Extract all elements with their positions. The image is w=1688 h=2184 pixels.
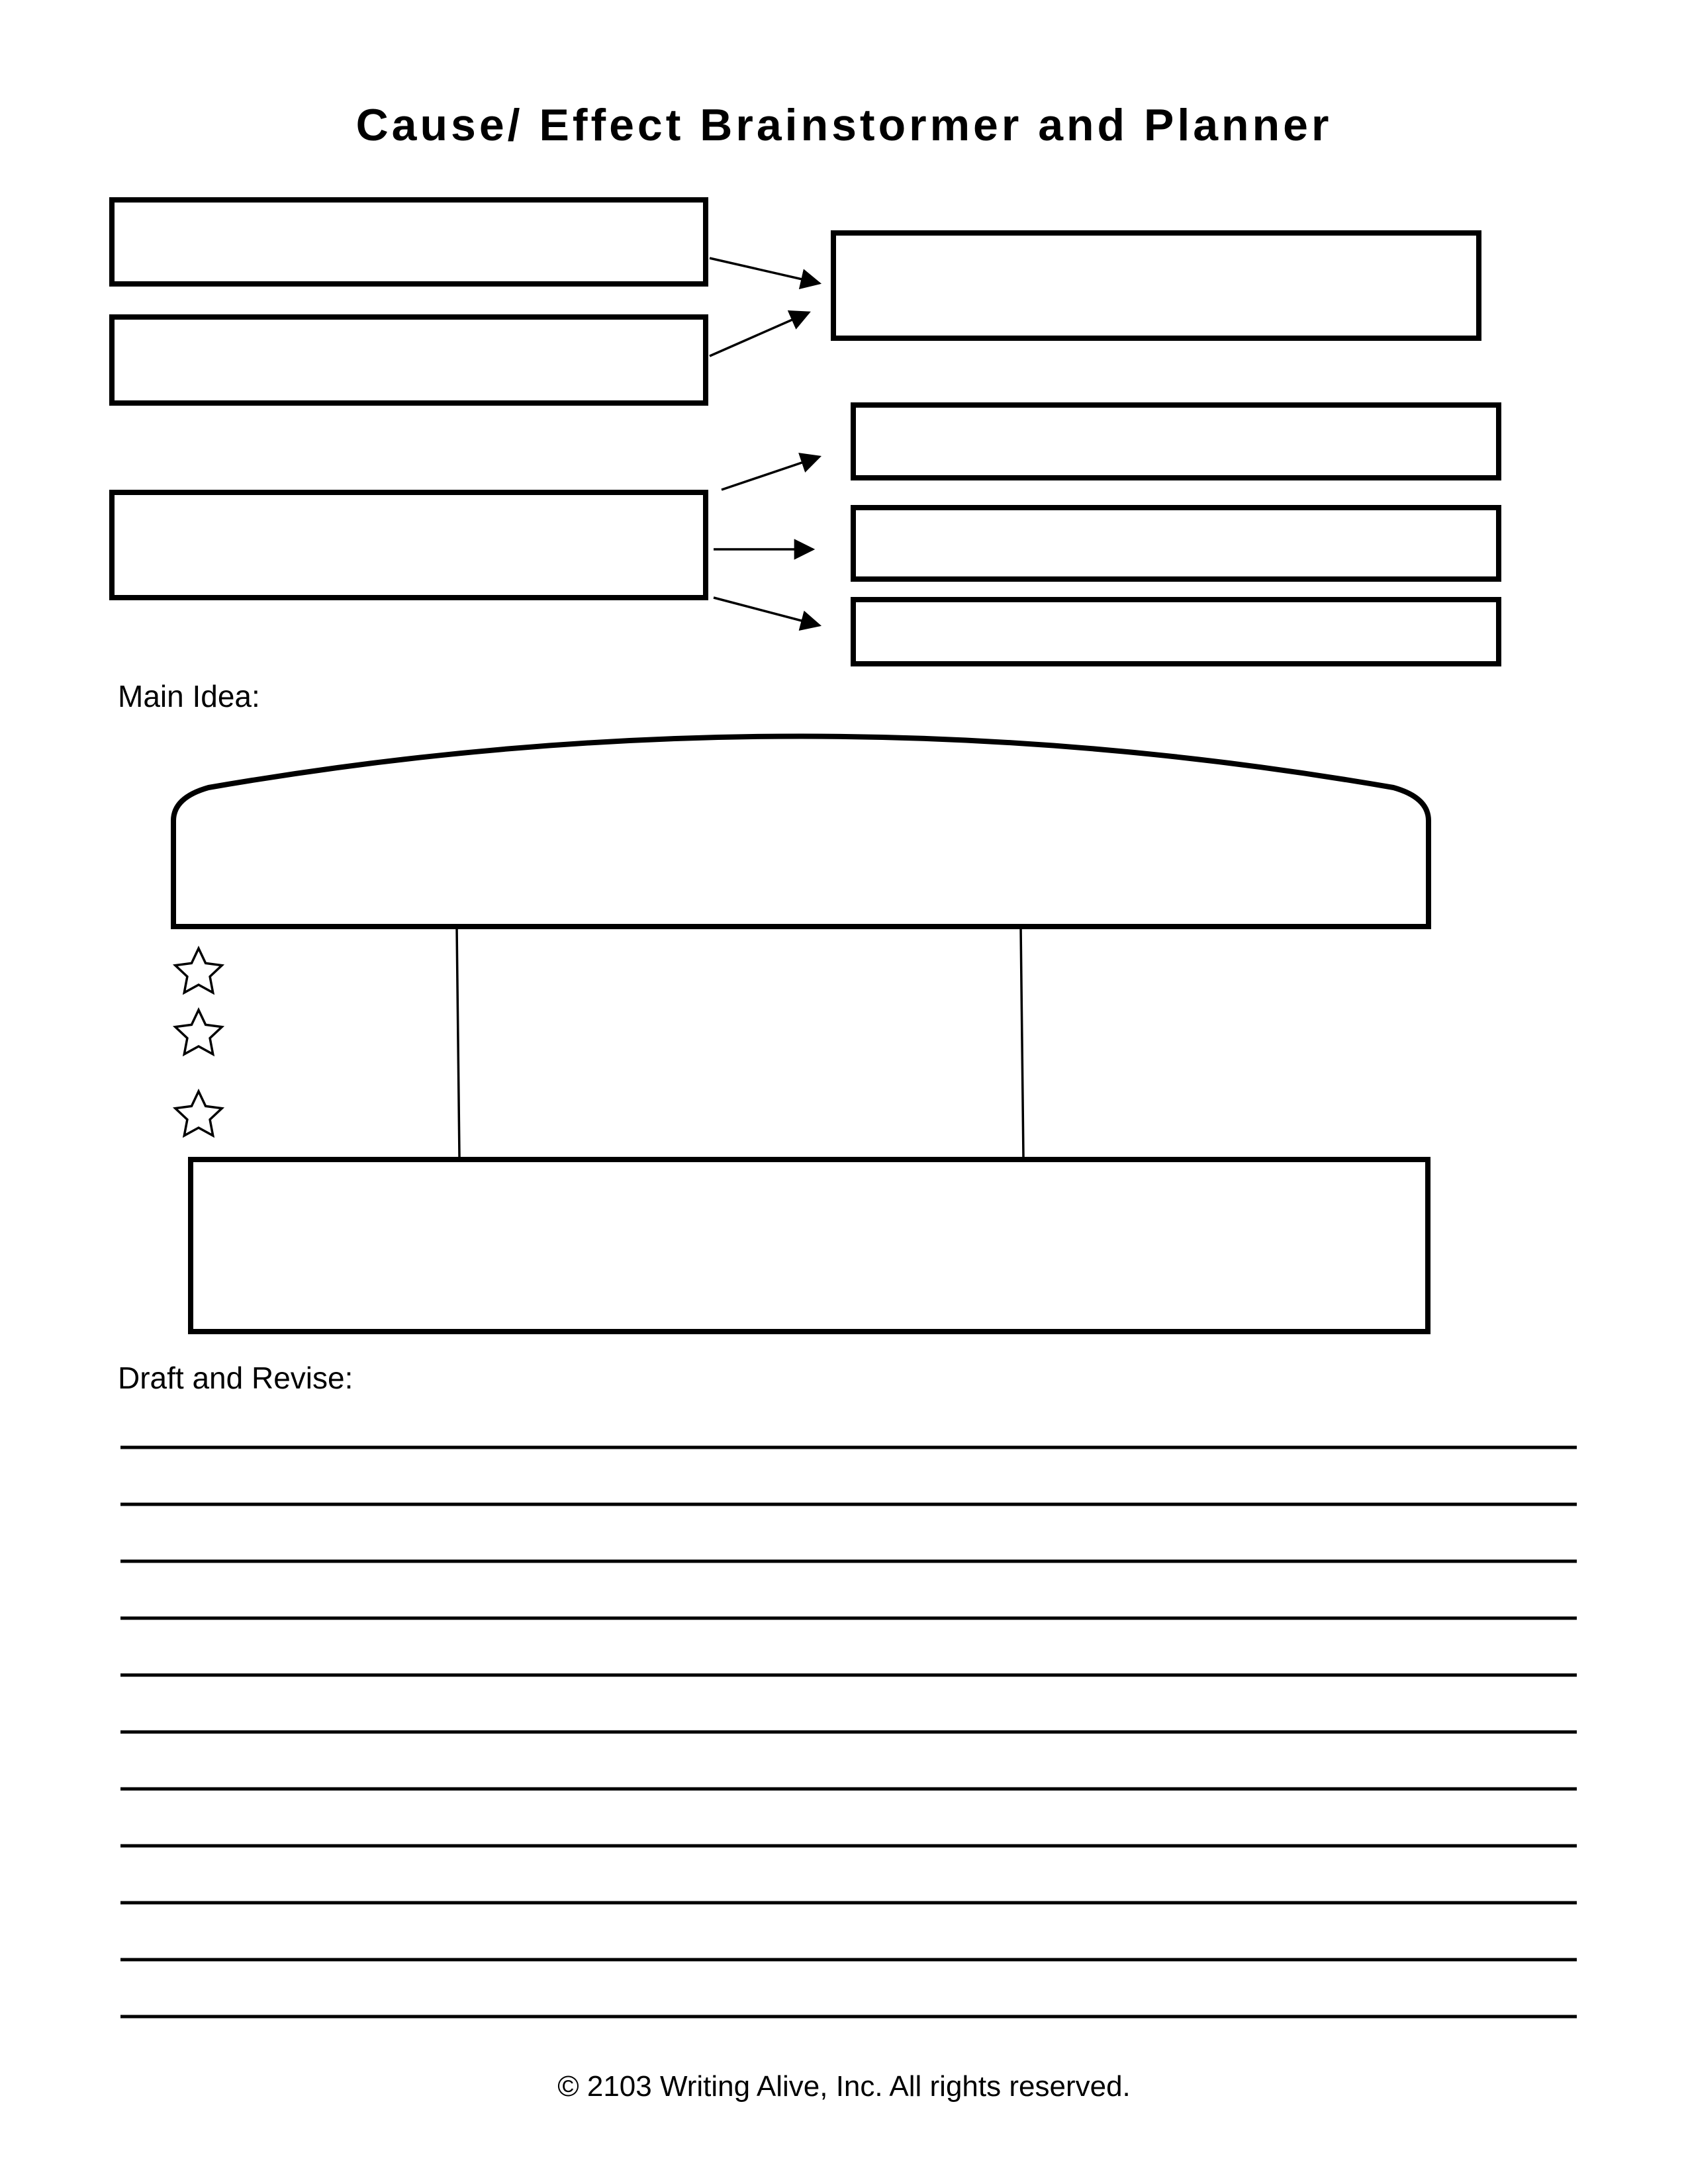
copyright-footer: © 2103 Writing Alive, Inc. All rights reserved. bbox=[557, 2070, 1131, 2103]
draft-revise-label: Draft and Revise: bbox=[118, 1361, 353, 1395]
page-title: Cause/ Effect Brainstormer and Planner bbox=[355, 100, 1333, 150]
main-idea-label: Main Idea: bbox=[118, 679, 260, 713]
